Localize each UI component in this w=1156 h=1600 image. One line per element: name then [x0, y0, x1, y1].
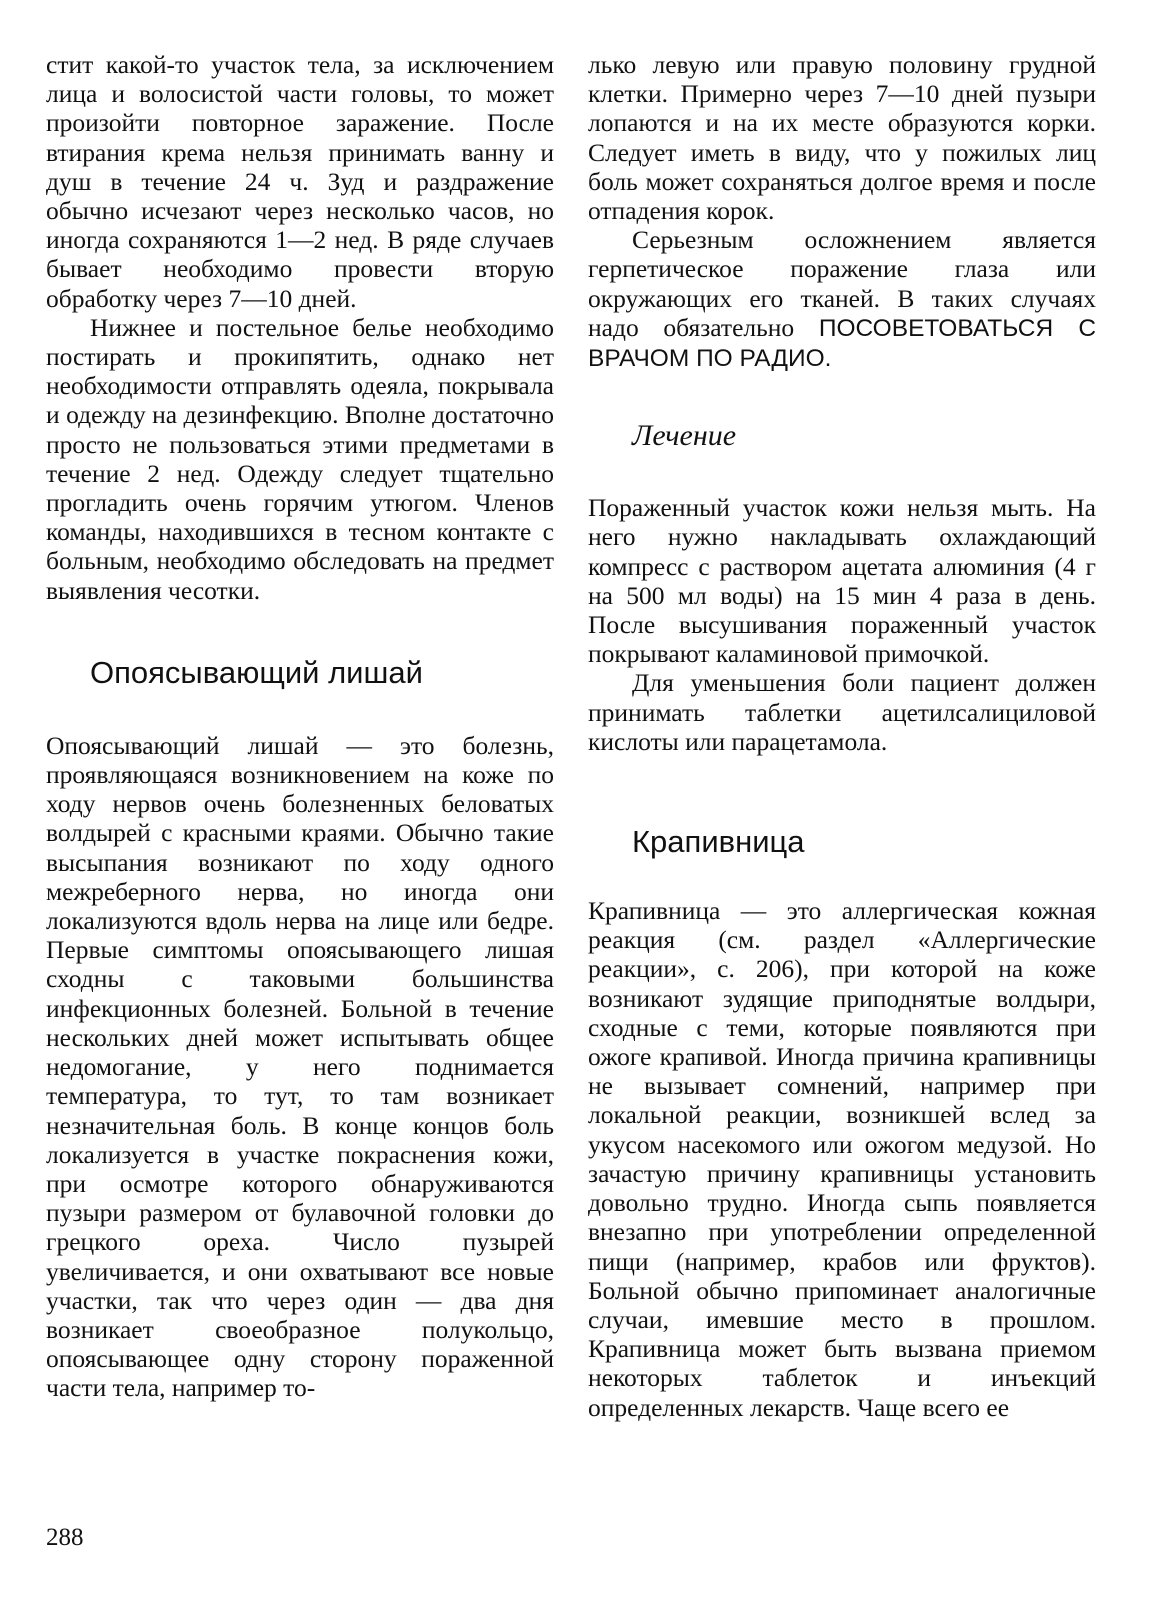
paragraph-treatment-compress: Пораженный участок кожи нельзя мыть. На него нужно накладывать охлаждающий компресс с раствором ацетата алюминия (4 г на 500 мл воды) на 15 мин 4 раза в день. После высушивания пораженный участок покрывают каламиновой примочкой. — [588, 493, 1096, 669]
section-title-shingles: Опоясывающий лишай — [90, 654, 423, 690]
right-column — [588, 50, 1096, 1422]
consult-doctor-caps: ПОСОВЕТОВАТЬСЯ С ВРАЧОМ ПО РАДИО. — [588, 314, 1097, 373]
paragraph-urticaria-description: Крапивница — это аллергическая кожная реакция (см. раздел «Аллергические реакции», с. 206), при которой на коже возникают зудящие приподнятые волдыри, сходные с теми, которые появляются при ожоге крапивой. Иногда причина крапивницы не вызывает сомнений, например при локальной реакции, возникшей вслед за укусом насекомого или ожогом медузой. Но зачастую причину крапивницы установить довольно трудно. Иногда сыпь появляется внезапно при употреблении определенной пищи (например, крабов или фруктов). Больной обычно припоминает аналогичные случаи, имевшие место в прошлом. Крапивница может быть вызвана приемом некоторых таблеток и инъекций определенных лекарств. Чаще всего ее — [588, 896, 1096, 1422]
left-column — [46, 50, 554, 1403]
complication-text: Серьезным осложнением является герпетическое поражение глаза или окружающих его тканей. В таких случаях надо обязательно — [588, 225, 1096, 342]
page-number: 288 — [46, 1524, 84, 1551]
subsection-title-treatment: Лечение — [632, 419, 737, 453]
paragraph-shingles-description: Опоясывающий лишай — это болезнь, проявляющаяся возникновением на коже по ходу нервов очень болезненных беловатых волдырей с красными краями. Обычно такие высыпания возникают по ходу одного межреберного нерва, но иногда они локализуются вдоль нерва на лице или бедре. Первые симптомы опоясывающего лишая сходны с таковыми большинства инфекционных болезней. Больной в течение нескольких дней может испытывать общее недомогание, у него поднимается температура, то тут, то там возникает незначительная боль. В конце концов боль локализуется в участке покраснения кожи, при осмотре которого обнаруживаются пузыри размером от булавочной головки до грецкого ореха. Число пузырей увеличивается, и они охватывают все новые участки, так что через один — два дня возникает своеобразное полукольцо, опоясывающее одну сторону пораженной части тела, например то- — [46, 730, 554, 1403]
paragraph-shingles-continued: лько левую или правую половину грудной клетки. Примерно через 7—10 дней пузыри лопаются и на их месте образуются корки. Следует иметь в виду, что у пожилых лиц боль может сохраняться долгое время и после отпадения корок. — [588, 50, 1096, 226]
section-title-urticaria: Крапивница — [632, 824, 805, 860]
paragraph-treatment-pain: Для уменьшения боли пациент должен принимать таблетки ацетилсалициловой кислоты или парацетамола. — [588, 668, 1096, 756]
paragraph-scabies-continued: стит какой-то участок тела, за исключением лица и волосистой части головы, то может произойти повторное заражение. После втирания крема нельзя принимать ванну и душ в течение 24 ч. Зуд и раздражение обычно исчезают через несколько часов, но иногда сохраняются 1—2 нед. В ряде случаев бывает необходимо провести вторую обработку через 7—10 дней. — [46, 50, 554, 313]
paragraph-linen-disinfection: Нижнее и постельное белье необходимо постирать и прокипятить, однако нет необходимости отправлять одеяла, покрывала и одежду на дезинфекцию. Вполне достаточно просто не пользоваться этими предметами в течение 2 нед. Одежду следует тщательно прогладить очень горячим утюгом. Членов команды, находившихся в тесном контакте с больным, необходимо обследовать на предмет выявления чесотки. — [46, 312, 554, 605]
paragraph-shingles-complication — [588, 225, 1096, 373]
